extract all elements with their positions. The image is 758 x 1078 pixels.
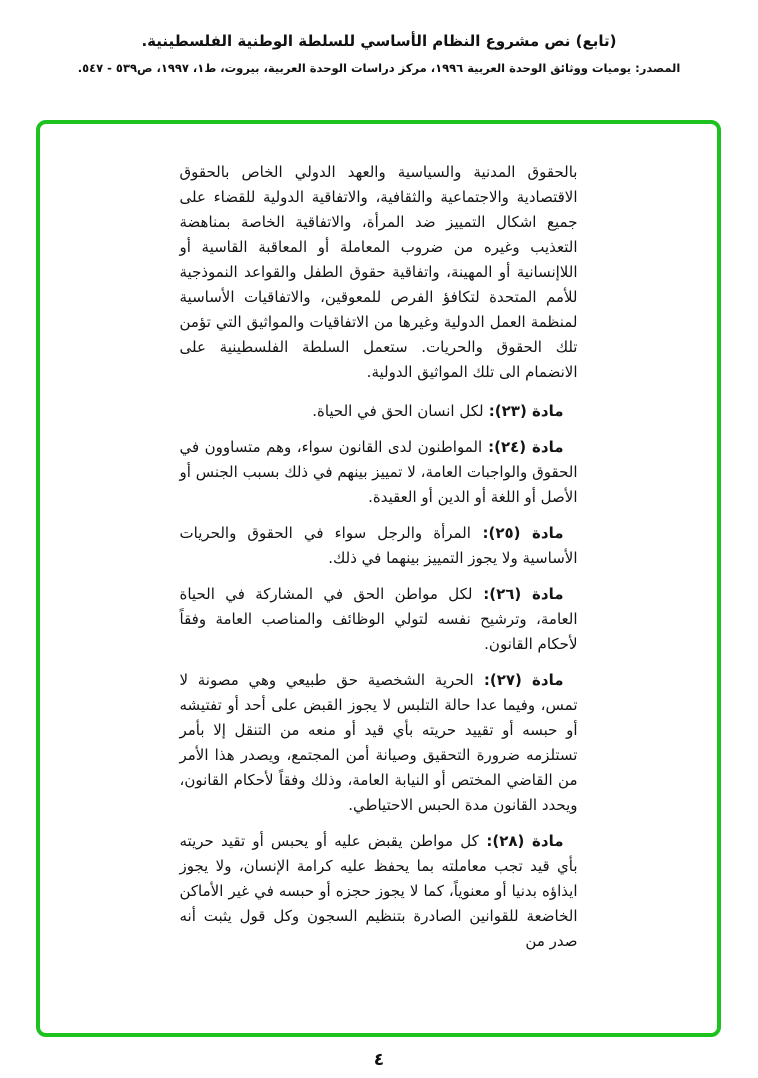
article-label: مادة (٢٥): bbox=[470, 524, 564, 542]
article-label: مادة (٢٨): bbox=[478, 832, 564, 850]
document-header bbox=[0, 32, 758, 75]
page-footer bbox=[0, 1050, 758, 1070]
paragraph: بالحقوق المدنية والسياسية والعهد الدولي الخاص بالحقوق الاقتصادية والاجتماعية والثقافية، والاتفاقية الدولية للقضاء على جميع اشكال التمييز ضد المرأة، والاتفاقية الخاصة بمناهضة التعذيب وغيره من ضروب المعاملة أو المعاقبة القاسية أو اللاإنسانية أو المهينة، واتفاقية حقوق الطفل والقواعد النموذجية للأمم المتحدة لتكافؤ الفرص للمعوقين، والاتفاقيات الأساسية لمنظمة العمل الدولية وغيرها من الاتفاقيات والمواثيق التي تؤمن تلك الحقوق والحريات. ستعمل السلطة الفلسطينية على الانضمام الى تلك المواثيق الدولية. bbox=[179, 163, 578, 381]
article-label: مادة (٢٤): bbox=[482, 438, 564, 456]
article-label: مادة (٢٦): bbox=[472, 585, 564, 603]
source-citation: المصدر: يوميات ووثائق الوحدة العربية ١٩٩٦، مركز دراسات الوحدة العربية، بيروت، ط١، ١٩٩٧، ص٥٣٩ - ٥٤٧. bbox=[77, 61, 681, 75]
paragraph: مادة (٢٦): لكل مواطن الحق في المشاركة في الحياة العامة، وترشيح نفسه لتولي الوظائف والمناصب العامة وفقاً لأحكام القانون. bbox=[179, 585, 578, 653]
paragraph: مادة (٢٧): الحرية الشخصية حق طبيعي وهي مصونة لا تمس، وفيما عدا حالة التلبس لا يجوز القبض على أحد أو تفتيشه أو حبسه أو تقييد حريته بأي قيد أو منعه من التنقل إلا بأمر تستلزمه ضرورة التحقيق وصيانة أمن المجتمع، ويصدر هذا الأمر من القاضي المختص أو النيابة العامة، وذلك وفقاً لأحكام القانون، ويحدد القانون مدة الحبس الاحتياطي. bbox=[179, 671, 578, 814]
page-number: ٤ bbox=[373, 1050, 385, 1070]
paragraph: مادة (٢٥): المرأة والرجل سواء في الحقوق والحريات الأساسية ولا يجوز التمييز بينهما في ذلك. bbox=[179, 524, 578, 567]
content-frame bbox=[36, 120, 721, 1037]
document-title: (تابع) نص مشروع النظام الأساسي للسلطة الوطنية الفلسطينية. bbox=[141, 32, 617, 50]
paragraph: مادة (٢٨): كل مواطن يقبض عليه أو يحبس أو تقيد حريته بأي قيد تجب معاملته بما يحفظ عليه كرامة الإنسان، ولا يجوز ايذاؤه بدنيا أو معنوياً، كما لا يجوز حجزه أو حبسه في غير الأماكن الخاضعة للقوانين الصادرة بتنظيم السجون وكل قول يثبت أنه صدر من bbox=[179, 832, 578, 950]
body-text bbox=[180, 160, 578, 954]
paragraph: مادة (٢٣): لكل انسان الحق في الحياة. bbox=[312, 402, 564, 420]
article-label: مادة (٢٣): bbox=[483, 402, 564, 420]
article-label: مادة (٢٧): bbox=[473, 671, 564, 689]
paragraph: مادة (٢٤): المواطنون لدى القانون سواء، وهم متساوون في الحقوق والواجبات العامة، لا تمييز بينهم في ذلك بسبب الجنس أو الأصل أو اللغة أو الدين أو العقيدة. bbox=[179, 438, 578, 506]
